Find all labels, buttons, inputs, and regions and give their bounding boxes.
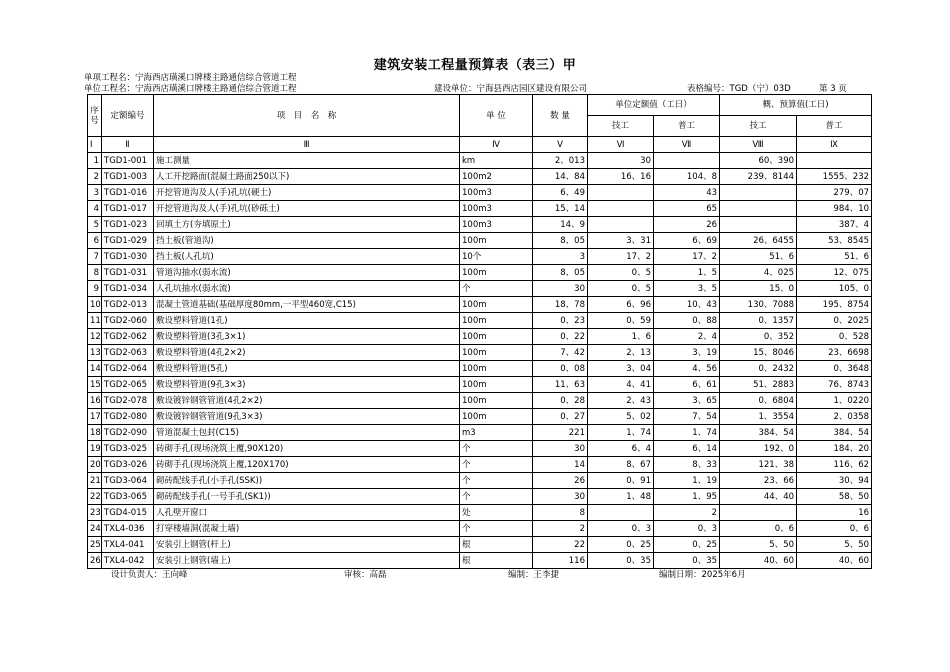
table-row [88, 553, 872, 569]
labor-total-cell: 0、528 [797, 329, 872, 345]
name-cell: 混凝土管道基础(基础厚度80mm,一平型460宽,C15) [154, 297, 460, 313]
tech-cell: 5、02 [588, 409, 654, 425]
tech-total-cell: 51、6 [720, 249, 797, 265]
labor-cell: 1、74 [654, 425, 720, 441]
labor-total-cell: 195、8754 [797, 297, 872, 313]
labor-total-cell: 0、6 [797, 521, 872, 537]
name-cell: 挡土板(人孔坑) [154, 249, 460, 265]
tech-total-cell: 1、3554 [720, 409, 797, 425]
unit-cell: 100m2 [460, 169, 533, 185]
col-total-quota: 概、预算值(工日) [720, 95, 872, 116]
unit-cell: 个 [460, 441, 533, 457]
qty-cell: 14、9 [533, 217, 588, 233]
tech-total-cell: 5、50 [720, 537, 797, 553]
tech-total-cell: 239、8144 [720, 169, 797, 185]
seq-cell: 23 [88, 505, 102, 521]
code-cell: TGD2-062 [102, 329, 154, 345]
seq-cell: 1 [88, 153, 102, 169]
tech-cell: 0、3 [588, 521, 654, 537]
name-cell: 砖砌手孔(现场浇筑上覆,120X170) [154, 457, 460, 473]
name-cell: 砌砖配线手孔(小手孔(SSK)) [154, 473, 460, 489]
table-row [88, 249, 872, 265]
tech-cell: 0、35 [588, 553, 654, 569]
table-row [88, 425, 872, 441]
labor-cell: 26 [654, 217, 720, 233]
name-cell: 人工开挖路面(混凝土路面250以下) [154, 169, 460, 185]
table-row [88, 521, 872, 537]
tech-cell: 0、25 [588, 537, 654, 553]
unit-cell: 100m [460, 313, 533, 329]
seq-cell: 15 [88, 377, 102, 393]
seq-cell: 11 [88, 313, 102, 329]
unit-cell: 个 [460, 281, 533, 297]
col-qty: 数 量 [533, 95, 588, 137]
tech-cell: 16、16 [588, 169, 654, 185]
code-cell: TGD1-001 [102, 153, 154, 169]
name-cell: 敷设塑料管道(9孔3×3) [154, 377, 460, 393]
name-cell: 开挖管道沟及人(手)孔坑(硬土) [154, 185, 460, 201]
labor-total-cell: 387、4 [797, 217, 872, 233]
labor-cell: 0、35 [654, 553, 720, 569]
labor-cell: 104、8 [654, 169, 720, 185]
table-row [88, 313, 872, 329]
qty-cell: 15、14 [533, 201, 588, 217]
col-tech: 技工 [588, 116, 654, 137]
col-labor: 普工 [654, 116, 720, 137]
labor-cell [654, 153, 720, 169]
table-row [88, 393, 872, 409]
col-unit: 单 位 [460, 95, 533, 137]
seq-cell: 16 [88, 393, 102, 409]
table-row [88, 217, 872, 233]
name-cell: 砌砖配线手孔(一号手孔(SK1)) [154, 489, 460, 505]
unit-cell: 100m [460, 329, 533, 345]
labor-total-cell: 16 [797, 505, 872, 521]
tech-total-cell: 192、0 [720, 441, 797, 457]
seq-cell: 21 [88, 473, 102, 489]
seq-cell: 12 [88, 329, 102, 345]
code-cell: TGD2-080 [102, 409, 154, 425]
roman-row [88, 137, 872, 153]
table-row [88, 233, 872, 249]
table-row [88, 265, 872, 281]
labor-total-cell: 23、6698 [797, 345, 872, 361]
seq-cell: 24 [88, 521, 102, 537]
qty-cell: 221 [533, 425, 588, 441]
qty-cell: 14 [533, 457, 588, 473]
name-cell: 敷设镀锌钢管管道(4孔2×2) [154, 393, 460, 409]
labor-cell: 0、3 [654, 521, 720, 537]
qty-cell: 8 [533, 505, 588, 521]
seq-cell: 14 [88, 361, 102, 377]
tech-cell: 4、41 [588, 377, 654, 393]
tech-cell: 30 [588, 153, 654, 169]
tech-cell: 2、13 [588, 345, 654, 361]
labor-cell: 3、19 [654, 345, 720, 361]
labor-cell: 65 [654, 201, 720, 217]
table-row [88, 409, 872, 425]
col-seq: 序号 [88, 95, 102, 137]
tech-cell: 1、74 [588, 425, 654, 441]
tech-cell: 1、6 [588, 329, 654, 345]
unit-cell: 100m [460, 345, 533, 361]
code-cell: TGD3-025 [102, 441, 154, 457]
code-cell: TGD1-030 [102, 249, 154, 265]
tech-total-cell: 0、1357 [720, 313, 797, 329]
seq-cell: 7 [88, 249, 102, 265]
name-cell: 砖砌手孔(现场浇筑上覆,90X120) [154, 441, 460, 457]
labor-cell: 2 [654, 505, 720, 521]
labor-total-cell: 51、6 [797, 249, 872, 265]
col-name: 项 目 名 称 [154, 95, 460, 137]
tech-cell: 0、91 [588, 473, 654, 489]
seq-cell: 26 [88, 553, 102, 569]
name-cell: 敷设塑料管道(5孔) [154, 361, 460, 377]
labor-cell: 1、5 [654, 265, 720, 281]
qty-cell: 30 [533, 281, 588, 297]
tech-cell: 0、5 [588, 281, 654, 297]
editor: 编制：王李捷 [508, 570, 560, 580]
code-cell: TGD4-015 [102, 505, 154, 521]
unit-cell: 个 [460, 489, 533, 505]
qty-cell: 0、22 [533, 329, 588, 345]
unit-cell: 100m [460, 265, 533, 281]
page-number: 第 3 页 [819, 84, 847, 94]
labor-total-cell: 1555、232 [797, 169, 872, 185]
labor-total-cell: 30、94 [797, 473, 872, 489]
seq-cell: 10 [88, 297, 102, 313]
labor-total-cell: 105、0 [797, 281, 872, 297]
seq-cell: 9 [88, 281, 102, 297]
tech-total-cell [720, 217, 797, 233]
col-labor-total: 普工 [797, 116, 872, 137]
builder-unit: 建设单位：宁海县西店园区建设有限公司 [434, 84, 588, 94]
code-cell: TGD3-064 [102, 473, 154, 489]
tech-cell: 17、2 [588, 249, 654, 265]
labor-total-cell: 2、0358 [797, 409, 872, 425]
table-row [88, 441, 872, 457]
code-cell: TGD1-017 [102, 201, 154, 217]
code-cell: TGD2-064 [102, 361, 154, 377]
roman-cell: Ⅳ [460, 137, 533, 153]
code-cell: TGD1-003 [102, 169, 154, 185]
col-tech-total: 技工 [720, 116, 797, 137]
unit-cell: 100m [460, 377, 533, 393]
qty-cell: 11、63 [533, 377, 588, 393]
labor-cell: 6、61 [654, 377, 720, 393]
qty-cell: 26 [533, 473, 588, 489]
labor-total-cell: 12、075 [797, 265, 872, 281]
roman-cell: Ⅲ [154, 137, 460, 153]
name-cell: 敷设塑料管道(4孔2×2) [154, 345, 460, 361]
table-row [88, 185, 872, 201]
seq-cell: 25 [88, 537, 102, 553]
name-cell: 敷设镀锌钢管管道(9孔3×3) [154, 409, 460, 425]
roman-cell: Ⅷ [720, 137, 797, 153]
tech-total-cell: 384、54 [720, 425, 797, 441]
tech-cell: 3、31 [588, 233, 654, 249]
unit-cell: 100m [460, 409, 533, 425]
name-cell: 挡土板(管道沟) [154, 233, 460, 249]
designer: 设计负责人：王向峰 [111, 570, 188, 580]
name-cell: 安装引上钢管(杆上) [154, 537, 460, 553]
tech-total-cell: 15、8046 [720, 345, 797, 361]
seq-cell: 3 [88, 185, 102, 201]
labor-total-cell: 279、07 [797, 185, 872, 201]
name-cell: 人孔壁开窗口 [154, 505, 460, 521]
name-cell: 敷设塑料管道(3孔3×1) [154, 329, 460, 345]
tech-cell: 0、5 [588, 265, 654, 281]
roman-cell: Ⅸ [797, 137, 872, 153]
tech-cell: 8、67 [588, 457, 654, 473]
tech-cell: 0、59 [588, 313, 654, 329]
qty-cell: 7、42 [533, 345, 588, 361]
qty-cell: 22 [533, 537, 588, 553]
roman-cell: Ⅱ [102, 137, 154, 153]
name-cell: 施工测量 [154, 153, 460, 169]
name-cell: 打穿楼墙洞(混凝土墙) [154, 521, 460, 537]
qty-cell: 3 [533, 249, 588, 265]
seq-cell: 13 [88, 345, 102, 361]
col-unit-quota: 单位定额值（工日） [588, 95, 720, 116]
tech-total-cell: 4、025 [720, 265, 797, 281]
compile-date: 编制日期：2025年6月 [659, 570, 746, 580]
unit-cell: 10个 [460, 249, 533, 265]
code-cell: TGD3-065 [102, 489, 154, 505]
seq-cell: 5 [88, 217, 102, 233]
labor-total-cell: 76、8743 [797, 377, 872, 393]
labor-total-cell: 5、50 [797, 537, 872, 553]
tech-total-cell: 60、390 [720, 153, 797, 169]
table-row [88, 505, 872, 521]
labor-total-cell: 184、20 [797, 441, 872, 457]
tech-cell [588, 505, 654, 521]
tech-total-cell: 26、6455 [720, 233, 797, 249]
labor-cell: 0、25 [654, 537, 720, 553]
seq-cell: 19 [88, 441, 102, 457]
tech-total-cell: 0、6 [720, 521, 797, 537]
seq-cell: 22 [88, 489, 102, 505]
tech-total-cell [720, 201, 797, 217]
header-row-1 [88, 95, 872, 116]
labor-total-cell: 984、10 [797, 201, 872, 217]
code-cell: TGD1-034 [102, 281, 154, 297]
unit-cell: m3 [460, 425, 533, 441]
name-cell: 敷设塑料管道(1孔) [154, 313, 460, 329]
tech-total-cell: 0、2432 [720, 361, 797, 377]
labor-total-cell [797, 153, 872, 169]
unit-cell: 个 [460, 521, 533, 537]
labor-total-cell: 0、2025 [797, 313, 872, 329]
labor-cell: 3、5 [654, 281, 720, 297]
unit-cell: 100m3 [460, 185, 533, 201]
qty-cell: 30 [533, 489, 588, 505]
qty-cell: 6、49 [533, 185, 588, 201]
labor-cell: 8、33 [654, 457, 720, 473]
table-row [88, 473, 872, 489]
tech-total-cell: 15、0 [720, 281, 797, 297]
table-body [88, 153, 872, 569]
unit-cell: 100m [460, 233, 533, 249]
labor-cell: 4、56 [654, 361, 720, 377]
qty-cell: 30 [533, 441, 588, 457]
qty-cell: 14、84 [533, 169, 588, 185]
seq-cell: 4 [88, 201, 102, 217]
table-row [88, 281, 872, 297]
reviewer: 审核：高磊 [344, 570, 387, 580]
code-cell: TGD2-090 [102, 425, 154, 441]
qty-cell: 116 [533, 553, 588, 569]
unit-cell: 100m [460, 393, 533, 409]
name-cell: 人孔坑抽水(弱水流) [154, 281, 460, 297]
labor-cell: 2、4 [654, 329, 720, 345]
roman-cell: Ⅵ [588, 137, 654, 153]
labor-cell: 1、95 [654, 489, 720, 505]
tech-total-cell: 23、66 [720, 473, 797, 489]
code-cell: TGD2-065 [102, 377, 154, 393]
qty-cell: 0、08 [533, 361, 588, 377]
labor-cell: 1、19 [654, 473, 720, 489]
tech-total-cell: 44、40 [720, 489, 797, 505]
labor-cell: 17、2 [654, 249, 720, 265]
tech-total-cell [720, 505, 797, 521]
qty-cell: 0、27 [533, 409, 588, 425]
roman-cell: Ⅶ [654, 137, 720, 153]
unit-cell: 根 [460, 537, 533, 553]
unit-cell: 100m [460, 297, 533, 313]
col-code: 定额编号 [102, 95, 154, 137]
unit-cell: 100m3 [460, 201, 533, 217]
budget-table [87, 94, 872, 569]
name-cell: 安装引上钢管(墙上) [154, 553, 460, 569]
project-item-name: 单项工程名：宁海西店璜溪口牌楼主路通信综合管道工程 [84, 73, 297, 83]
labor-total-cell: 116、62 [797, 457, 872, 473]
labor-total-cell: 53、8545 [797, 233, 872, 249]
tech-cell [588, 217, 654, 233]
table-row [88, 537, 872, 553]
labor-total-cell: 58、50 [797, 489, 872, 505]
code-cell: TXL4-041 [102, 537, 154, 553]
table-row [88, 329, 872, 345]
labor-cell: 0、88 [654, 313, 720, 329]
tech-total-cell: 40、60 [720, 553, 797, 569]
roman-cell: Ⅴ [533, 137, 588, 153]
code-cell: TXL4-036 [102, 521, 154, 537]
unit-cell: 100m [460, 361, 533, 377]
seq-cell: 2 [88, 169, 102, 185]
tech-cell: 1、48 [588, 489, 654, 505]
tech-total-cell: 0、6804 [720, 393, 797, 409]
tech-total-cell: 51、2883 [720, 377, 797, 393]
labor-cell: 43 [654, 185, 720, 201]
seq-cell: 17 [88, 409, 102, 425]
table-row [88, 377, 872, 393]
roman-cell: Ⅰ [88, 137, 102, 153]
seq-cell: 8 [88, 265, 102, 281]
form-number: 表格编号：TGD（宁）03D [687, 84, 791, 94]
labor-total-cell: 40、60 [797, 553, 872, 569]
tech-total-cell: 130、7088 [720, 297, 797, 313]
tech-cell [588, 201, 654, 217]
seq-cell: 18 [88, 425, 102, 441]
table-row [88, 457, 872, 473]
tech-cell: 6、4 [588, 441, 654, 457]
labor-total-cell: 1、0220 [797, 393, 872, 409]
tech-cell [588, 185, 654, 201]
tech-total-cell: 0、352 [720, 329, 797, 345]
tech-cell: 3、04 [588, 361, 654, 377]
qty-cell: 2、013 [533, 153, 588, 169]
table-row [88, 297, 872, 313]
page-title: 建筑安装工程量预算表（表三）甲 [373, 58, 577, 73]
labor-cell: 3、65 [654, 393, 720, 409]
unit-cell: km [460, 153, 533, 169]
name-cell: 管道混凝土包封(C15) [154, 425, 460, 441]
name-cell: 回填土方(夯填原土) [154, 217, 460, 233]
labor-cell: 6、69 [654, 233, 720, 249]
code-cell: TXL4-042 [102, 553, 154, 569]
code-cell: TGD2-063 [102, 345, 154, 361]
code-cell: TGD2-060 [102, 313, 154, 329]
code-cell: TGD2-078 [102, 393, 154, 409]
qty-cell: 8、05 [533, 233, 588, 249]
seq-cell: 20 [88, 457, 102, 473]
code-cell: TGD2-013 [102, 297, 154, 313]
tech-total-cell [720, 185, 797, 201]
code-cell: TGD1-029 [102, 233, 154, 249]
code-cell: TGD3-026 [102, 457, 154, 473]
unit-cell: 处 [460, 505, 533, 521]
unit-cell: 个 [460, 473, 533, 489]
unit-cell: 100m3 [460, 217, 533, 233]
unit-cell: 根 [460, 553, 533, 569]
table-row [88, 489, 872, 505]
name-cell: 开挖管道沟及人(手)孔坑(砂砾土) [154, 201, 460, 217]
code-cell: TGD1-031 [102, 265, 154, 281]
table-row [88, 361, 872, 377]
table-row [88, 153, 872, 169]
tech-cell: 6、96 [588, 297, 654, 313]
code-cell: TGD1-023 [102, 217, 154, 233]
labor-cell: 10、43 [654, 297, 720, 313]
labor-total-cell: 0、3648 [797, 361, 872, 377]
name-cell: 管道沟抽水(弱水流) [154, 265, 460, 281]
qty-cell: 8、05 [533, 265, 588, 281]
unit-cell: 个 [460, 457, 533, 473]
labor-cell: 6、14 [654, 441, 720, 457]
code-cell: TGD1-016 [102, 185, 154, 201]
tech-total-cell: 121、38 [720, 457, 797, 473]
tech-cell: 2、43 [588, 393, 654, 409]
table-row [88, 169, 872, 185]
project-unit-name: 单位工程名：宁海西店璜溪口牌楼主路通信综合管道工程 [84, 84, 297, 94]
labor-total-cell: 384、54 [797, 425, 872, 441]
seq-cell: 6 [88, 233, 102, 249]
qty-cell: 0、28 [533, 393, 588, 409]
qty-cell: 0、23 [533, 313, 588, 329]
table-row [88, 345, 872, 361]
labor-cell: 7、54 [654, 409, 720, 425]
qty-cell: 2 [533, 521, 588, 537]
table-row [88, 201, 872, 217]
qty-cell: 18、78 [533, 297, 588, 313]
